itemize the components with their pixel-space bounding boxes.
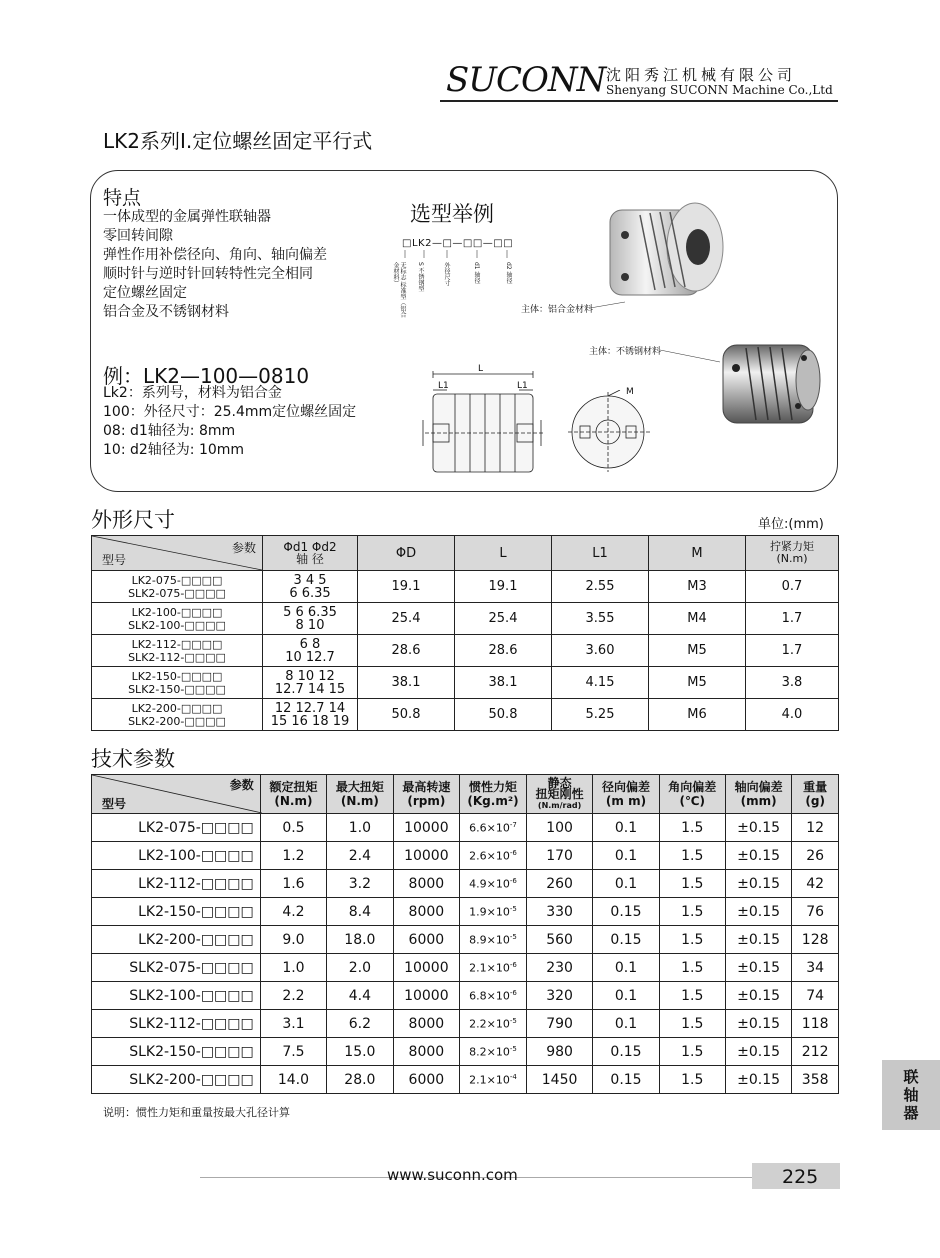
model-name: LK2-112-□□□□ xyxy=(131,637,223,651)
unit-label: 单位:(mm) xyxy=(758,517,824,532)
header-line: (N.m/rad) xyxy=(537,800,582,810)
dim-L1-right-label: L1 xyxy=(517,381,528,391)
dim-row xyxy=(92,667,839,699)
feature-item: 顺时针与逆时针回转特性完全相同 xyxy=(103,266,313,282)
L-cell: 28.6 xyxy=(455,635,552,667)
torque-cell: 3.8 xyxy=(746,667,839,699)
radial-cell: 0.1 xyxy=(593,870,659,898)
angular-cell: 1.5 xyxy=(659,1038,725,1066)
model-cell: LK2-075-□□□□ xyxy=(92,814,261,842)
rated-cell: 1.0 xyxy=(260,954,326,982)
example-line: Lk2：系列号，材料为铝合金 xyxy=(103,385,282,401)
rpm-cell: 10000 xyxy=(393,982,460,1010)
stainless-label: 主体：不锈钢材料 xyxy=(589,347,662,357)
tech-col-header xyxy=(393,775,460,814)
tech-col-header xyxy=(260,775,326,814)
angular-cell: 1.5 xyxy=(659,1066,725,1094)
rpm-cell: 6000 xyxy=(393,1066,460,1094)
header-line: 扭矩刚性 xyxy=(535,786,584,801)
stiff-cell: 230 xyxy=(526,954,593,982)
axial-cell: ±0.15 xyxy=(725,898,792,926)
model-cell: SLK2-200-□□□□ xyxy=(92,1066,261,1094)
L1-cell: 4.15 xyxy=(552,667,649,699)
axial-cell: ±0.15 xyxy=(725,926,792,954)
aluminum-leader-line xyxy=(590,300,630,312)
tech-col-header xyxy=(460,775,527,814)
tech-col-header xyxy=(327,775,393,814)
D-cell: 50.8 xyxy=(358,699,455,731)
inertia-mantissa: 2.6×10 xyxy=(469,849,510,863)
header-line: 径向偏差 xyxy=(601,780,650,794)
rated-cell: 9.0 xyxy=(260,926,326,954)
max-cell: 1.0 xyxy=(327,814,393,842)
inertia-mantissa: 6.8×10 xyxy=(469,989,510,1003)
shaft-cell xyxy=(263,635,358,667)
tech-col-header xyxy=(593,775,659,814)
stiff-cell: 1450 xyxy=(526,1066,593,1094)
inertia-cell xyxy=(460,1066,527,1094)
col-L1: L1 xyxy=(552,536,649,571)
header-line: (rpm) xyxy=(407,794,446,808)
inertia-cell xyxy=(460,1010,527,1038)
feature-item: 弹性作用补偿径向、角向、轴向偏差 xyxy=(103,247,327,263)
feature-item: 零回转间隙 xyxy=(103,228,173,244)
rated-cell: 7.5 xyxy=(260,1038,326,1066)
model-name: LK2-100-□□□□ xyxy=(131,605,223,619)
feature-item: 一体成型的金属弹性联轴器 xyxy=(103,209,271,225)
angular-cell: 1.5 xyxy=(659,926,725,954)
tech-row xyxy=(92,982,839,1010)
dim-row xyxy=(92,699,839,731)
stainless-coupling-image xyxy=(718,340,823,430)
stiff-cell: 560 xyxy=(526,926,593,954)
dim-row xyxy=(92,635,839,667)
D-cell: 19.1 xyxy=(358,571,455,603)
model-name: SLK2-150-□□□□ xyxy=(128,682,226,696)
dimensions-title: 外形尺寸 xyxy=(91,508,175,532)
L-cell: 38.1 xyxy=(455,667,552,699)
model-cell xyxy=(92,603,263,635)
model-cell: SLK2-075-□□□□ xyxy=(92,954,261,982)
model-name: SLK2-100-□□□□ xyxy=(128,618,226,632)
tech-row xyxy=(92,1010,839,1038)
angular-cell: 1.5 xyxy=(659,870,725,898)
rpm-cell: 8000 xyxy=(393,898,460,926)
tech-row xyxy=(92,1038,839,1066)
tech-row xyxy=(92,1066,839,1094)
torque-cell: 4.0 xyxy=(746,699,839,731)
features-heading: 特点 xyxy=(103,187,142,209)
corner-model: 型号 xyxy=(102,797,127,811)
side-tab-char: 联 xyxy=(903,1068,919,1086)
inertia-cell xyxy=(460,898,527,926)
shaft-size: 8 10 xyxy=(295,617,325,633)
model-cell: LK2-112-□□□□ xyxy=(92,870,261,898)
rpm-cell: 8000 xyxy=(393,1010,460,1038)
inertia-exponent: -6 xyxy=(509,988,517,997)
rpm-cell: 6000 xyxy=(393,926,460,954)
inertia-mantissa: 8.2×10 xyxy=(469,1045,510,1059)
axial-cell: ±0.15 xyxy=(725,982,792,1010)
model-cell xyxy=(92,635,263,667)
weight-cell: 26 xyxy=(792,842,839,870)
weight-cell: 76 xyxy=(792,898,839,926)
example-line: 100：外径尺寸：25.4mm定位螺丝固定 xyxy=(103,404,357,420)
header-line: 惯性力矩 xyxy=(468,780,517,794)
inertia-cell xyxy=(460,1038,527,1066)
stiff-cell: 320 xyxy=(526,982,593,1010)
torque-cell: 0.7 xyxy=(746,571,839,603)
rpm-cell: 10000 xyxy=(393,954,460,982)
corner-param: 参数 xyxy=(229,778,254,792)
max-cell: 18.0 xyxy=(327,926,393,954)
code-connector-lines xyxy=(395,248,525,262)
inertia-cell xyxy=(460,842,527,870)
axial-cell: ±0.15 xyxy=(725,954,792,982)
shaft-cell xyxy=(263,571,358,603)
D-cell: 25.4 xyxy=(358,603,455,635)
header-line: 重量 xyxy=(803,780,828,794)
corner-model: 型号 xyxy=(102,553,127,567)
website-link[interactable]: www.suconn.com xyxy=(387,1166,518,1184)
shaft-size: 8 10 12 xyxy=(285,668,335,684)
company-name-en: Shenyang SUCONN Machine Co.,Ltd xyxy=(606,83,833,97)
shaft-size: 6 8 xyxy=(299,636,321,652)
header-line: (N.m) xyxy=(340,794,379,808)
model-cell: LK2-100-□□□□ xyxy=(92,842,261,870)
model-cell: LK2-150-□□□□ xyxy=(92,898,261,926)
rated-cell: 0.5 xyxy=(260,814,326,842)
tech-row xyxy=(92,926,839,954)
rated-cell: 2.2 xyxy=(260,982,326,1010)
col-shaft: Φd1 Φd2 轴 径 xyxy=(263,536,358,571)
rpm-cell: 10000 xyxy=(393,814,460,842)
L1-cell: 5.25 xyxy=(552,699,649,731)
end-view-drawing xyxy=(568,390,653,475)
model-name: SLK2-112-□□□□ xyxy=(128,650,226,664)
weight-cell: 74 xyxy=(792,982,839,1010)
header-line: (g) xyxy=(805,794,825,808)
model-cell: SLK2-150-□□□□ xyxy=(92,1038,261,1066)
axial-cell: ±0.15 xyxy=(725,842,792,870)
model-cell xyxy=(92,699,263,731)
shaft-size: 12.7 14 15 xyxy=(274,681,346,697)
radial-cell: 0.15 xyxy=(593,1066,659,1094)
L1-cell: 3.55 xyxy=(552,603,649,635)
tech-col-header xyxy=(659,775,725,814)
weight-cell: 128 xyxy=(792,926,839,954)
M-cell: M3 xyxy=(649,571,746,603)
max-cell: 4.4 xyxy=(327,982,393,1010)
M-cell: M5 xyxy=(649,635,746,667)
axial-cell: ±0.15 xyxy=(725,1010,792,1038)
L-cell: 19.1 xyxy=(455,571,552,603)
aluminum-coupling-image xyxy=(600,185,730,305)
shaft-cell xyxy=(263,667,358,699)
company-name-cn: 沈阳秀江机械有限公司 xyxy=(606,66,797,84)
inertia-cell xyxy=(460,870,527,898)
M-cell: M4 xyxy=(649,603,746,635)
shaft-size: 3 4 5 xyxy=(293,572,327,588)
torque-cell: 1.7 xyxy=(746,603,839,635)
weight-cell: 42 xyxy=(792,870,839,898)
radial-cell: 0.15 xyxy=(593,898,659,926)
code-label-standard: 无标志 标准型（铝合金材料） xyxy=(392,262,406,318)
L-cell: 25.4 xyxy=(455,603,552,635)
features-list xyxy=(103,208,327,322)
radial-cell: 0.1 xyxy=(593,814,659,842)
stiff-cell: 260 xyxy=(526,870,593,898)
weight-cell: 118 xyxy=(792,1010,839,1038)
tech-corner-header xyxy=(92,775,261,814)
angular-cell: 1.5 xyxy=(659,898,725,926)
dim-L1-left-label: L1 xyxy=(438,381,449,391)
side-tab-char: 轴 xyxy=(903,1086,919,1104)
shaft-size: 10 12.7 xyxy=(285,649,335,665)
dimensions-table xyxy=(91,535,839,731)
max-cell: 8.4 xyxy=(327,898,393,926)
shaft-cell xyxy=(263,699,358,731)
max-cell: 3.2 xyxy=(327,870,393,898)
inertia-exponent: -6 xyxy=(509,848,517,857)
header-line: 静态 xyxy=(547,775,572,790)
max-cell: 2.0 xyxy=(327,954,393,982)
tech-row xyxy=(92,870,839,898)
selection-title: 选型举例 xyxy=(410,202,494,226)
model-cell xyxy=(92,667,263,699)
header-line: (m m) xyxy=(605,794,647,808)
example-title: 例：LK2—100—0810 xyxy=(103,364,310,388)
code-label-od: 外径尺寸 xyxy=(443,262,450,286)
inertia-exponent: -4 xyxy=(509,1072,517,1081)
inertia-mantissa: 4.9×10 xyxy=(469,877,510,891)
axial-cell: ±0.15 xyxy=(725,870,792,898)
inertia-mantissa: 1.9×10 xyxy=(469,905,510,919)
model-name: LK2-150-□□□□ xyxy=(131,669,223,683)
inertia-exponent: -5 xyxy=(509,932,517,941)
model-name: SLK2-200-□□□□ xyxy=(128,714,226,728)
inertia-exponent: -6 xyxy=(509,876,517,885)
technical-table xyxy=(91,774,839,1094)
header-line: 额定扭矩 xyxy=(269,780,318,794)
stiff-cell: 980 xyxy=(526,1038,593,1066)
footer-divider xyxy=(200,1177,840,1178)
brand-logo: SUCONN xyxy=(446,60,606,100)
example-line: 10: d2轴径为: 10mm xyxy=(103,442,245,458)
torque-cell: 1.7 xyxy=(746,635,839,667)
code-label-d2: d2 轴径 xyxy=(505,262,512,284)
model-code: □LK2—□—□□—□□ xyxy=(402,238,514,249)
axial-cell: ±0.15 xyxy=(725,1066,792,1094)
col-L: L xyxy=(455,536,552,571)
max-cell: 2.4 xyxy=(327,842,393,870)
M-cell: M6 xyxy=(649,699,746,731)
tech-row xyxy=(92,954,839,982)
max-cell: 28.0 xyxy=(327,1066,393,1094)
weight-cell: 358 xyxy=(792,1066,839,1094)
radial-cell: 0.1 xyxy=(593,842,659,870)
inertia-exponent: -6 xyxy=(509,960,517,969)
inertia-exponent: -7 xyxy=(509,820,517,829)
dim-row xyxy=(92,571,839,603)
header-line: (Kg.m²) xyxy=(467,794,519,808)
L1-cell: 3.60 xyxy=(552,635,649,667)
inertia-exponent: -5 xyxy=(509,1044,517,1053)
shaft-size: 12 12.7 14 xyxy=(274,700,346,716)
rpm-cell: 8000 xyxy=(393,1038,460,1066)
col-torque: 拧紧力矩 (N.m) xyxy=(746,536,839,571)
header-line: 角向偏差 xyxy=(668,780,717,794)
side-tab-char: 器 xyxy=(903,1104,919,1122)
rated-cell: 14.0 xyxy=(260,1066,326,1094)
shaft-size: 6 6.35 xyxy=(289,585,331,601)
inertia-mantissa: 2.2×10 xyxy=(469,1017,510,1031)
stiff-cell: 170 xyxy=(526,842,593,870)
corner-param: 参数 xyxy=(231,541,256,555)
angular-cell: 1.5 xyxy=(659,982,725,1010)
radial-cell: 0.1 xyxy=(593,954,659,982)
rated-cell: 3.1 xyxy=(260,1010,326,1038)
page-title: LK2系列I.定位螺丝固定平行式 xyxy=(103,129,373,153)
inertia-cell xyxy=(460,926,527,954)
shaft-size: 5 6 6.35 xyxy=(283,604,337,620)
stiff-cell: 100 xyxy=(526,814,593,842)
code-label-d1: d1 轴径 xyxy=(473,262,480,284)
side-category-tab xyxy=(882,1060,940,1130)
rpm-cell: 8000 xyxy=(393,870,460,898)
col-D: ΦD xyxy=(358,536,455,571)
inertia-cell xyxy=(460,982,527,1010)
stiff-cell: 330 xyxy=(526,898,593,926)
inertia-mantissa: 2.1×10 xyxy=(469,1073,510,1087)
angular-cell: 1.5 xyxy=(659,814,725,842)
side-view-drawing xyxy=(415,362,550,480)
D-cell: 38.1 xyxy=(358,667,455,699)
header-line: 最高转速 xyxy=(402,780,451,794)
axial-cell: ±0.15 xyxy=(725,814,792,842)
model-cell xyxy=(92,571,263,603)
dim-M-label: M xyxy=(626,387,634,397)
feature-item: 铝合金及不锈钢材料 xyxy=(103,304,229,320)
dim-row xyxy=(92,603,839,635)
inertia-cell xyxy=(460,954,527,982)
weight-cell: 212 xyxy=(792,1038,839,1066)
example-line: 08: d1轴径为: 8mm xyxy=(103,423,236,439)
D-cell: 28.6 xyxy=(358,635,455,667)
max-cell: 15.0 xyxy=(327,1038,393,1066)
angular-cell: 1.5 xyxy=(659,1010,725,1038)
tech-row xyxy=(92,898,839,926)
max-cell: 6.2 xyxy=(327,1010,393,1038)
inertia-cell xyxy=(460,814,527,842)
inertia-mantissa: 2.1×10 xyxy=(469,961,510,975)
model-cell: SLK2-100-□□□□ xyxy=(92,982,261,1010)
L1-cell: 2.55 xyxy=(552,571,649,603)
header-line: 轴向偏差 xyxy=(734,780,783,794)
dim-corner-header xyxy=(92,536,263,571)
angular-cell: 1.5 xyxy=(659,954,725,982)
col-M: M xyxy=(649,536,746,571)
page-number: 225 xyxy=(782,1166,819,1188)
tech-row xyxy=(92,814,839,842)
model-name: SLK2-075-□□□□ xyxy=(128,586,226,600)
shaft-size: 15 16 18 19 xyxy=(270,713,350,729)
tech-col-header xyxy=(725,775,792,814)
tech-row xyxy=(92,842,839,870)
inertia-exponent: -5 xyxy=(509,904,517,913)
model-cell: SLK2-112-□□□□ xyxy=(92,1010,261,1038)
footnote: 说明：惯性力矩和重量按最大孔径计算 xyxy=(103,1106,290,1119)
header-line: (℃) xyxy=(679,794,705,808)
weight-cell: 12 xyxy=(792,814,839,842)
tech-col-header xyxy=(792,775,839,814)
radial-cell: 0.15 xyxy=(593,926,659,954)
technical-title: 技术参数 xyxy=(91,747,175,771)
stiff-cell: 790 xyxy=(526,1010,593,1038)
header-line: (N.m) xyxy=(274,794,313,808)
rated-cell: 1.6 xyxy=(260,870,326,898)
dim-L-label: L xyxy=(478,364,484,374)
axial-cell: ±0.15 xyxy=(725,1038,792,1066)
feature-item: 定位螺丝固定 xyxy=(103,285,187,301)
M-cell: M5 xyxy=(649,667,746,699)
inertia-mantissa: 8.9×10 xyxy=(469,933,510,947)
tech-col-header xyxy=(526,775,593,814)
radial-cell: 0.1 xyxy=(593,1010,659,1038)
rated-cell: 1.2 xyxy=(260,842,326,870)
rpm-cell: 10000 xyxy=(393,842,460,870)
example-list xyxy=(103,384,356,460)
header-divider xyxy=(440,100,838,102)
angular-cell: 1.5 xyxy=(659,842,725,870)
L-cell: 50.8 xyxy=(455,699,552,731)
model-name: LK2-200-□□□□ xyxy=(131,701,223,715)
inertia-mantissa: 6.6×10 xyxy=(469,821,510,835)
radial-cell: 0.15 xyxy=(593,1038,659,1066)
header-line: 最大扭矩 xyxy=(335,780,384,794)
rated-cell: 4.2 xyxy=(260,898,326,926)
model-cell: LK2-200-□□□□ xyxy=(92,926,261,954)
model-name: LK2-075-□□□□ xyxy=(131,573,223,587)
weight-cell: 34 xyxy=(792,954,839,982)
shaft-cell xyxy=(263,603,358,635)
radial-cell: 0.1 xyxy=(593,982,659,1010)
header-line: (mm) xyxy=(740,794,777,808)
code-label-stainless: S 不锈钢型 xyxy=(417,262,424,292)
inertia-exponent: -5 xyxy=(509,1016,517,1025)
aluminum-label: 主体：铝合金材料 xyxy=(521,305,594,315)
